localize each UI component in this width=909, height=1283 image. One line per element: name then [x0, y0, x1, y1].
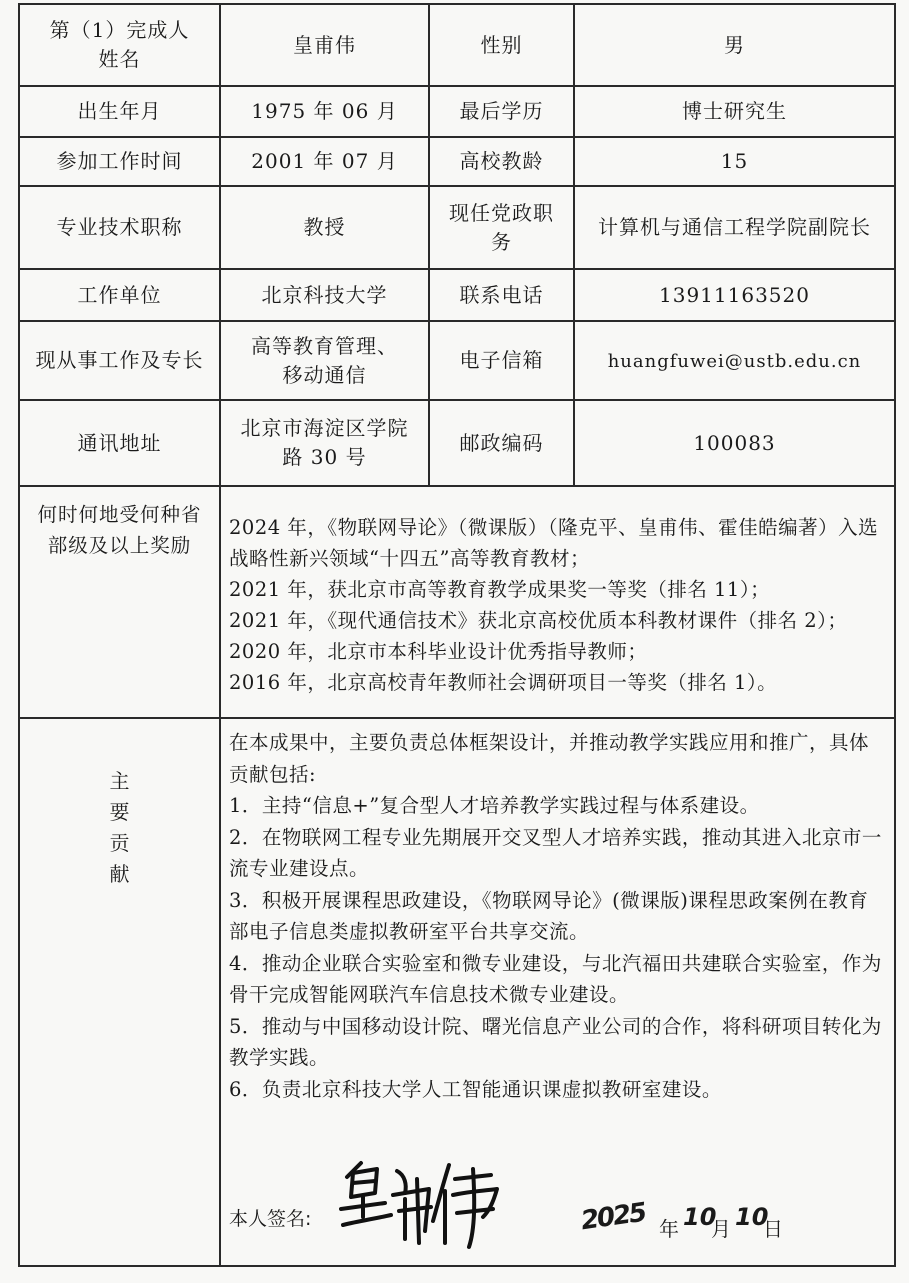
date-day: 10	[735, 1203, 769, 1231]
value-cell	[220, 4, 429, 86]
form-row-title	[19, 186, 895, 269]
label-cell	[429, 137, 574, 186]
label-cell	[19, 137, 220, 186]
value-title: 教授	[303, 215, 346, 239]
form-row-contribution	[19, 718, 895, 1266]
contribution-item: 3．积极开展课程思政建设，《物联网导论》(微课版)课程思政案例在教育部电子信息类虚拟教研室平台共享交流。	[229, 888, 869, 943]
personnel-form-table	[18, 3, 896, 1267]
contribution-item: 1．主持“信息+”复合型人才培养教学实践过程与体系建设。	[229, 794, 760, 817]
label-cell	[429, 4, 574, 86]
label-cell	[429, 400, 574, 486]
date-year: 2025	[579, 1197, 648, 1237]
value-specialty: 高等教育管理、移动通信	[251, 333, 398, 387]
label-education: 最后学历	[459, 99, 544, 123]
label-cell	[19, 486, 220, 718]
date-year-unit: 年	[659, 1217, 679, 1241]
award-item: 2016 年，北京高校青年教师社会调研项目一等奖（排名 1）。	[229, 671, 778, 694]
label-birth: 出生年月	[77, 99, 162, 123]
label-cell	[429, 86, 574, 137]
form-row-specialty	[19, 321, 895, 400]
label-cell	[19, 269, 220, 321]
value-cell	[574, 269, 895, 321]
contribution-list	[221, 719, 894, 1105]
label-position: 现任党政职务	[449, 200, 554, 254]
label-email: 电子信箱	[459, 348, 544, 372]
award-item: 2024 年，《物联网导论》（微课版）（隆克平、皇甫伟、霍佳皓编著）入选战略性新兴领域“十四五”高等教育教材；	[229, 516, 879, 570]
value-postcode: 100083	[693, 430, 776, 455]
value-cell	[574, 137, 895, 186]
label-cell	[19, 321, 220, 400]
value-gender: 男	[724, 32, 745, 57]
label-contribution: 主 要 贡 献	[109, 769, 130, 886]
date-day-unit: 日	[763, 1217, 783, 1241]
value-cell	[574, 400, 895, 486]
contribution-item: 4．推动企业联合实验室和微专业建设，与北汽福田共建联合实验室，作为骨干完成智能网联汽车信息技术微专业建设。	[229, 951, 882, 1006]
label-teaching-years: 高校教龄	[459, 149, 544, 173]
value-name: 皇甫伟	[293, 32, 356, 57]
value-cell	[220, 86, 429, 137]
label-postcode: 邮政编码	[459, 430, 544, 455]
value-position: 计算机与通信工程学院副院长	[598, 215, 871, 239]
contribution-item: 6．负责北京科技大学人工智能通识课虚拟教研室建设。	[229, 1077, 722, 1101]
form-row-work-start	[19, 137, 895, 186]
label-awards: 何时何地受何种省部级及以上奖励	[37, 503, 202, 557]
label-cell	[429, 269, 574, 321]
label-cell	[19, 718, 220, 1266]
label-address: 通讯地址	[77, 430, 162, 455]
label-phone: 联系电话	[459, 282, 544, 307]
value-cell	[220, 321, 429, 400]
contribution-intro: 在本成果中，主要负责总体框架设计，并推动教学实践应用和推广，具体贡献包括:	[229, 731, 870, 786]
label-employer: 工作单位	[77, 282, 162, 307]
value-phone: 13911163520	[659, 282, 810, 307]
value-address: 北京市海淀区学院路 30 号	[240, 416, 409, 469]
label-cell	[19, 4, 220, 86]
form-row-name	[19, 4, 895, 86]
label-cell	[19, 186, 220, 269]
signature-date	[571, 1185, 811, 1255]
form-row-address	[19, 400, 895, 486]
value-cell	[574, 186, 895, 269]
value-cell	[220, 269, 429, 321]
label-cell	[19, 400, 220, 486]
value-teaching-years: 15	[720, 149, 749, 173]
award-item: 2021 年，《现代通信技术》获北京高校优质本科教材课件（排名 2）；	[229, 609, 848, 632]
handwritten-signature	[333, 1151, 503, 1251]
value-employer: 北京科技大学	[261, 282, 388, 307]
date-month: 10	[683, 1203, 717, 1231]
label-cell	[429, 321, 574, 400]
value-cell	[220, 137, 429, 186]
label-cell	[19, 86, 220, 137]
value-education: 博士研究生	[682, 99, 787, 123]
value-work-start: 2001 年 07 月	[251, 149, 398, 173]
value-birth: 1975 年 06 月	[251, 99, 398, 123]
awards-cell	[220, 486, 895, 718]
form-row-awards	[19, 486, 895, 718]
contribution-item: 5．推动与中国移动设计院、曙光信息产业公司的合作，将科研项目转化为教学实践。	[229, 1014, 882, 1069]
form-row-birth	[19, 86, 895, 137]
signature-label: 本人签名:	[229, 1208, 312, 1230]
form-row-employer	[19, 269, 895, 321]
label-work-start: 参加工作时间	[56, 149, 183, 173]
label-name: 第（1）完成人姓名	[49, 18, 190, 71]
value-cell	[220, 400, 429, 486]
awards-list	[221, 500, 894, 704]
label-title: 专业技术职称	[56, 215, 183, 239]
contribution-cell	[220, 718, 895, 1266]
value-cell	[220, 186, 429, 269]
label-gender: 性别	[480, 32, 523, 57]
date-month-unit: 月	[711, 1217, 731, 1241]
award-item: 2020 年，北京市本科毕业设计优秀指导教师；	[229, 640, 648, 663]
award-item: 2021 年，获北京市高等教育教学成果奖一等奖（排名 11）；	[229, 578, 771, 601]
value-cell	[574, 4, 895, 86]
label-cell	[429, 186, 574, 269]
value-cell	[574, 86, 895, 137]
value-email: huangfuwei@ustb.edu.cn	[607, 350, 862, 372]
contribution-item: 2．在物联网工程专业先期展开交叉型人才培养实践，推动其进入北京市一流专业建设点。	[229, 825, 882, 880]
contribution-wrap	[221, 719, 894, 1265]
value-cell	[574, 321, 895, 400]
label-specialty: 现从事工作及专长	[35, 348, 204, 372]
signature-area	[221, 1147, 894, 1257]
